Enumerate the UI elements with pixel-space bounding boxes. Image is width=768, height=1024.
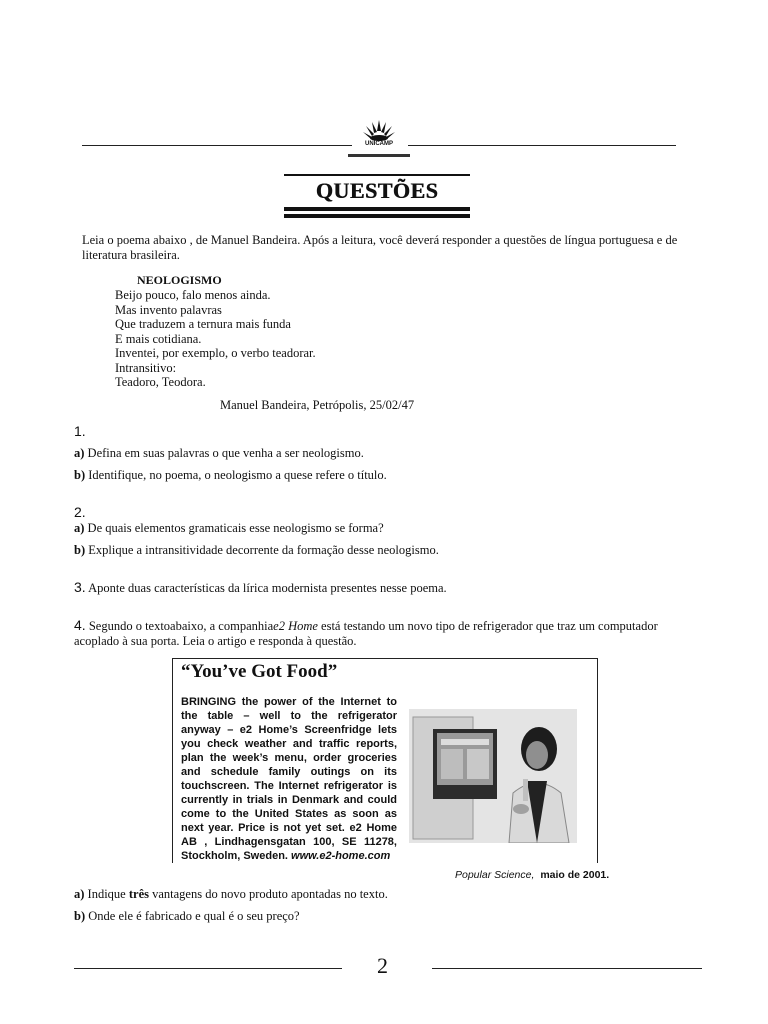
footer-rule-right: [432, 968, 702, 969]
question-4a: [74, 887, 388, 902]
question-1b-label: b): [74, 468, 86, 482]
page-number: 2: [377, 953, 388, 978]
header-rule-right: [408, 145, 676, 146]
poem: [115, 273, 515, 390]
question-2b: [74, 543, 439, 558]
question-3-number: 3.: [74, 579, 86, 595]
question-3-text: Aponte duas características da lírica modernista presentes nesse poema.: [88, 581, 447, 595]
caption-source: Popular Science,: [455, 869, 535, 881]
question-1a: [74, 446, 364, 461]
unicamp-logo: [344, 117, 414, 161]
poem-line: Teadoro, Teodora.: [115, 375, 206, 389]
question-4a-bold: três: [128, 887, 149, 901]
logo-subtext-rule: [348, 154, 410, 157]
question-1a-text: Defina em suas palavras o que venha a ser neologismo.: [87, 446, 364, 460]
poem-line: Beijo pouco, falo menos ainda.: [115, 288, 271, 302]
article-box: [172, 658, 598, 863]
question-1b: [74, 468, 387, 483]
question-2a-text: De quais elementos gramaticais esse neologismo se forma?: [87, 521, 384, 535]
question-2a-label: a): [74, 521, 85, 535]
question-4-number: 4.: [74, 617, 86, 633]
question-4a-text-after: vantagens do novo produto apontadas no texto.: [152, 887, 388, 901]
poem-line: E mais cotidiana.: [115, 331, 202, 346]
article-title: “You’ve Got Food”: [181, 661, 338, 682]
question-4b-text: Onde ele é fabricado e qual é o seu preço?: [88, 909, 300, 923]
poem-line: Que traduzem a ternura mais funda: [115, 317, 291, 331]
question-1-number: 1.: [74, 423, 86, 439]
section-title: QUESTÕES: [315, 178, 439, 203]
question-4a-label: a): [74, 887, 85, 901]
article-caption: [455, 869, 609, 881]
question-4-company: e2 Home: [273, 619, 318, 633]
logo-text: UNICAMP: [365, 141, 393, 147]
woman-with-fridge-image: [409, 709, 577, 843]
question-4a-text-before: Indique: [87, 887, 126, 901]
question-3: [74, 579, 447, 596]
intro-paragraph: Leia o poema abaixo , de Manuel Bandeira. Após a leitura, você deverá responder a questões de língua portuguesa e de literatura brasileira.: [82, 233, 678, 262]
question-4: [74, 618, 690, 649]
caption-date: maio de 2001.: [540, 869, 610, 881]
question-4-text-after: está testando um novo tipo de refrigerador que traz um computador acoplado à sua porta. Leia o artigo e responda à questão.: [74, 619, 658, 648]
question-2b-text: Explique a intransitividade decorrente da formação desse neologismo.: [88, 543, 439, 557]
section-title-block: [284, 174, 470, 218]
question-1a-label: a): [74, 446, 85, 460]
question-2-number: 2.: [74, 504, 86, 520]
article-url: www.e2-home.com: [291, 850, 391, 862]
footer-rule-left: [74, 968, 342, 969]
title-rule-bottom-2: [284, 214, 470, 218]
article-body: [181, 695, 397, 863]
question-2a: [74, 521, 384, 536]
title-rule-top: [284, 174, 470, 176]
question-4-text-before: Segundo o textoabaixo, a companhia: [88, 619, 274, 633]
header-rule-left: [82, 145, 352, 146]
question-4b: [74, 909, 300, 924]
poem-line: Inventei, por exemplo, o verbo teadorar.: [115, 346, 316, 360]
question-4b-label: b): [74, 909, 86, 923]
poem-title: NEOLOGISMO: [137, 273, 222, 287]
screenfridge-photo: [409, 709, 577, 843]
question-2b-label: b): [74, 543, 86, 557]
poem-line: Mas invento palavras: [115, 302, 222, 317]
poem-signature: Manuel Bandeira, Petrópolis, 25/02/47: [220, 398, 415, 412]
question-1b-text: Identifique, no poema, o neologismo a quese refere o título.: [88, 468, 387, 482]
article-body-text: BRINGING the power of the Internet to the table – well to the refrigerator anyway – e2 Home’s Screenfridge lets you check weather and traffic reports, plan the week’s menu, order groceries and schedule family outings on its touchscreen. The Internet refrigerator is currently in trials in Denmark and could come to the United States as soon as next year. Price is not yet set. e2 Home AB , Lindhagensgatan 100, SE 11278, Stockholm, Sweden.: [181, 696, 397, 862]
poem-line: Intransitivo:: [115, 360, 177, 375]
